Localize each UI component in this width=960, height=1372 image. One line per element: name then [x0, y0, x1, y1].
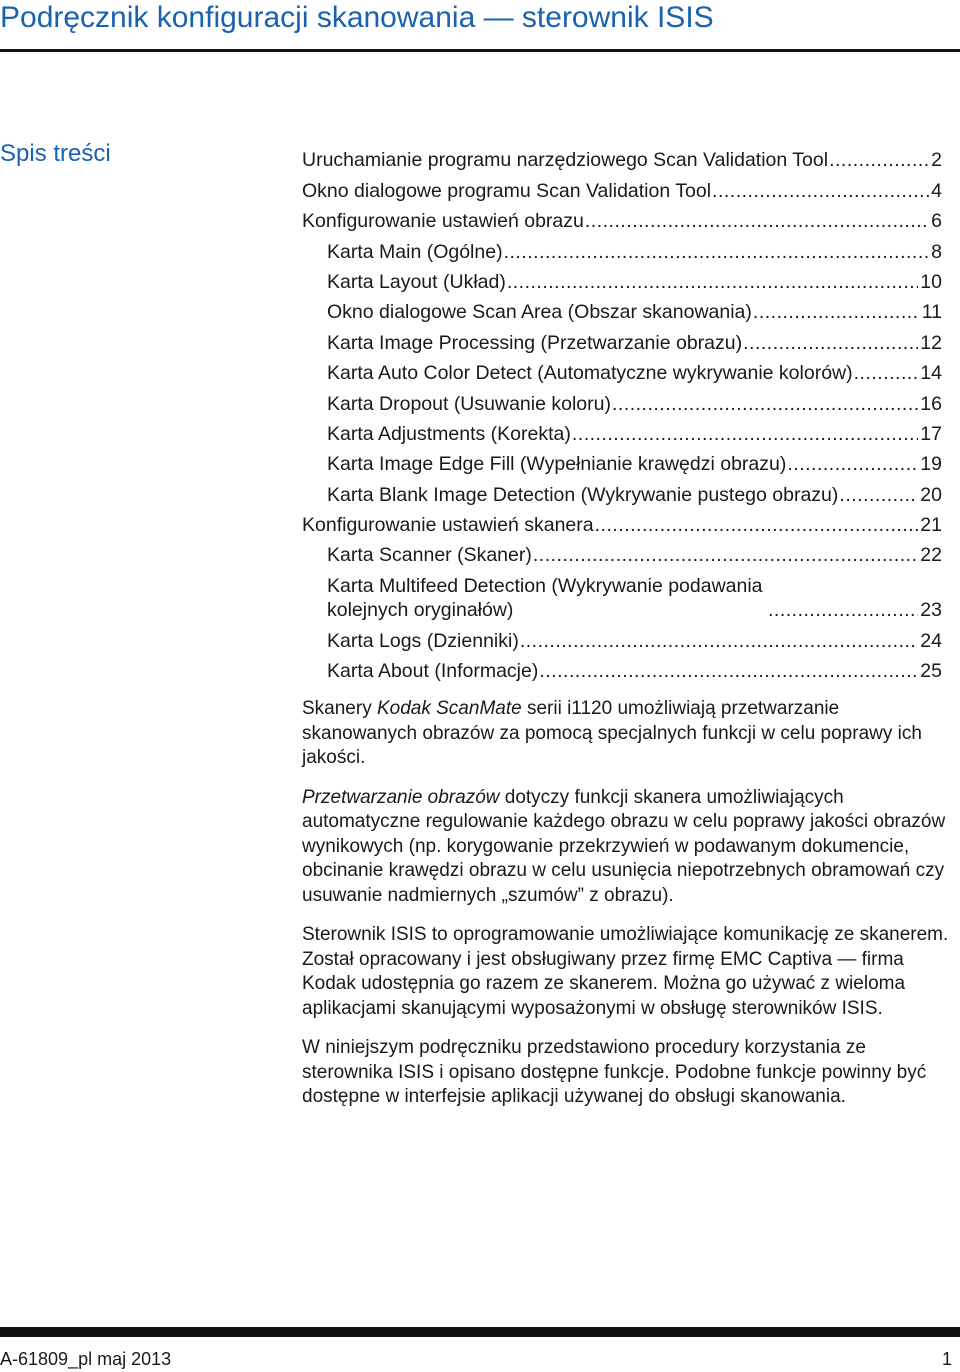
toc-entry[interactable] [302, 622, 942, 652]
toc-page-number: 4 [931, 179, 942, 202]
toc-entry[interactable] [302, 324, 942, 354]
toc-entry-title: Karta About (Informacje) [327, 660, 539, 683]
paragraph-4: W niniejszym podręczniku przedstawiono procedury korzystania ze sterownika ISIS i opisano dostępne funkcje. Podobne funkcje powinny być dostępne w interfejsie aplikacji używanej do obsługi skanowania. [302, 1037, 927, 1107]
paragraph-1 [302, 697, 950, 771]
toc-page-number: 6 [931, 210, 942, 233]
toc-leader-dots [612, 392, 918, 416]
toc-entry[interactable] [302, 294, 942, 324]
toc-page-number: 19 [920, 453, 942, 476]
toc-page-number: 23 [920, 599, 942, 622]
toc-entry-title: Karta Logs (Dzienniki) [327, 629, 519, 652]
paragraph-1-end: serii i1120 umożliwiają przetwarzanie skanowanych obrazów za pomocą specjalnych funkcji w celu poprawy ich jakości. [302, 698, 922, 768]
toc-page-number: 12 [920, 331, 942, 354]
toc-page-number: 25 [920, 660, 942, 683]
toc-page-number: 16 [920, 392, 942, 415]
paragraph-2-end: dotyczy funkcji skanera umożliwiających automatyczne regulowanie każdego obrazu w celu poprawy jakości obrazów wynikowych (np. korygowanie przekrzywień w podawanym dokumencie, obcinanie krawędzi obrazu w celu usunięcia niepotrzebnych obramowań czy usuwanie nadmiernych „szumów” z obrazu). [302, 786, 946, 906]
footer-page-number: 1 [941, 1349, 952, 1369]
term-image-processing: Przetwarzanie obrazów [302, 786, 500, 808]
toc-leader-dots [854, 361, 919, 385]
toc-leader-dots [753, 300, 920, 324]
toc-entry-title: Karta Main (Ogólne) [327, 240, 503, 263]
toc-entry[interactable] [302, 537, 942, 567]
footer-doc-id: A-61809_pl maj 2013 [0, 1349, 172, 1369]
toc-entry[interactable] [302, 385, 942, 415]
toc-entry[interactable] [302, 203, 942, 233]
title-divider [0, 49, 960, 52]
toc-entry[interactable] [302, 142, 942, 172]
toc-leader-dots [585, 209, 929, 233]
toc-entry[interactable] [302, 507, 942, 537]
document-title: Podręcznik konfiguracji skanowania — sterownik ISIS [0, 1, 714, 34]
toc-page-number: 17 [920, 422, 942, 445]
toc-entry[interactable] [302, 264, 942, 294]
toc-leader-dots [595, 513, 919, 537]
toc-page-number: 11 [921, 301, 942, 324]
toc-entry-title: Karta Image Edge Fill (Wypełnianie krawędzi obrazu) [327, 453, 787, 476]
toc-leader-dots [539, 659, 918, 683]
brand-name: Kodak ScanMate [376, 698, 522, 719]
toc-entry-title: Uruchamianie programu narzędziowego Scan Validation Tool [302, 149, 829, 172]
toc-entry-title: Okno dialogowe Scan Area (Obszar skanowania) [327, 301, 752, 324]
toc-page-number: 20 [920, 483, 942, 506]
toc-page-number: 14 [920, 362, 942, 385]
footer-divider [0, 1327, 960, 1337]
toc-entry-title: Karta Image Processing (Przetwarzanie obrazu) [327, 331, 743, 354]
toc-entry[interactable] [302, 172, 942, 202]
paragraph-3: Sterownik ISIS to oprogramowanie umożliwiające komunikację ze skanerem. Został opracowany i jest obsługiwany przez firmę EMC Captiva — firma Kodak udostępnia go razem ze skanerem. Można go używać z wieloma aplikacjami skanującymi wyposażonymi w obsługę sterowników ISIS. [302, 924, 949, 1019]
toc-page-number: 10 [920, 270, 942, 293]
toc-leader-dots [768, 598, 918, 622]
toc-page-number: 8 [931, 240, 942, 263]
toc-leader-dots [520, 629, 918, 653]
toc-entry-title: Karta Multifeed Detection (Wykrywanie podawania kolejnych oryginałów) [327, 575, 763, 622]
paragraph-1-start: Skanery [302, 698, 377, 719]
toc-leader-dots [743, 331, 918, 355]
toc-entry-title: Okno dialogowe programu Scan Validation Tool [302, 179, 712, 202]
toc-leader-dots [839, 483, 918, 507]
toc-entry[interactable] [302, 446, 942, 476]
intro-body [302, 697, 950, 1125]
toc-entry-title: Karta Layout (Układ) [327, 270, 506, 293]
toc-entry[interactable] [302, 416, 942, 446]
toc-page-number: 22 [920, 544, 942, 567]
toc-entry[interactable] [302, 476, 942, 506]
toc-entry[interactable] [302, 355, 942, 385]
toc-entry[interactable] [302, 653, 942, 683]
toc-heading: Spis treści [0, 140, 111, 167]
toc-leader-dots [787, 452, 918, 476]
paragraph-2 [302, 786, 950, 909]
toc-leader-dots [829, 148, 929, 172]
toc-entry-title: Konfigurowanie ustawień obrazu [302, 210, 584, 233]
table-of-contents [302, 142, 942, 683]
toc-entry-title: Konfigurowanie ustawień skanera [302, 514, 594, 537]
toc-page-number: 21 [920, 514, 942, 537]
toc-leader-dots [504, 240, 930, 264]
toc-entry-title: Karta Auto Color Detect (Automatyczne wykrywanie kolorów) [327, 362, 853, 385]
toc-entry-title: Karta Scanner (Skaner) [327, 544, 532, 567]
toc-page-number: 24 [920, 629, 942, 652]
toc-leader-dots [507, 270, 918, 294]
toc-entry-title: Karta Blank Image Detection (Wykrywanie pustego obrazu) [327, 483, 839, 506]
toc-entry[interactable] [302, 567, 942, 622]
toc-entry[interactable] [302, 233, 942, 263]
toc-entry-title: Karta Dropout (Usuwanie koloru) [327, 392, 611, 415]
toc-entry-title: Karta Adjustments (Korekta) [327, 422, 571, 445]
toc-leader-dots [712, 179, 929, 203]
toc-page-number: 2 [931, 149, 942, 172]
toc-leader-dots [533, 543, 918, 567]
toc-leader-dots [572, 422, 918, 446]
